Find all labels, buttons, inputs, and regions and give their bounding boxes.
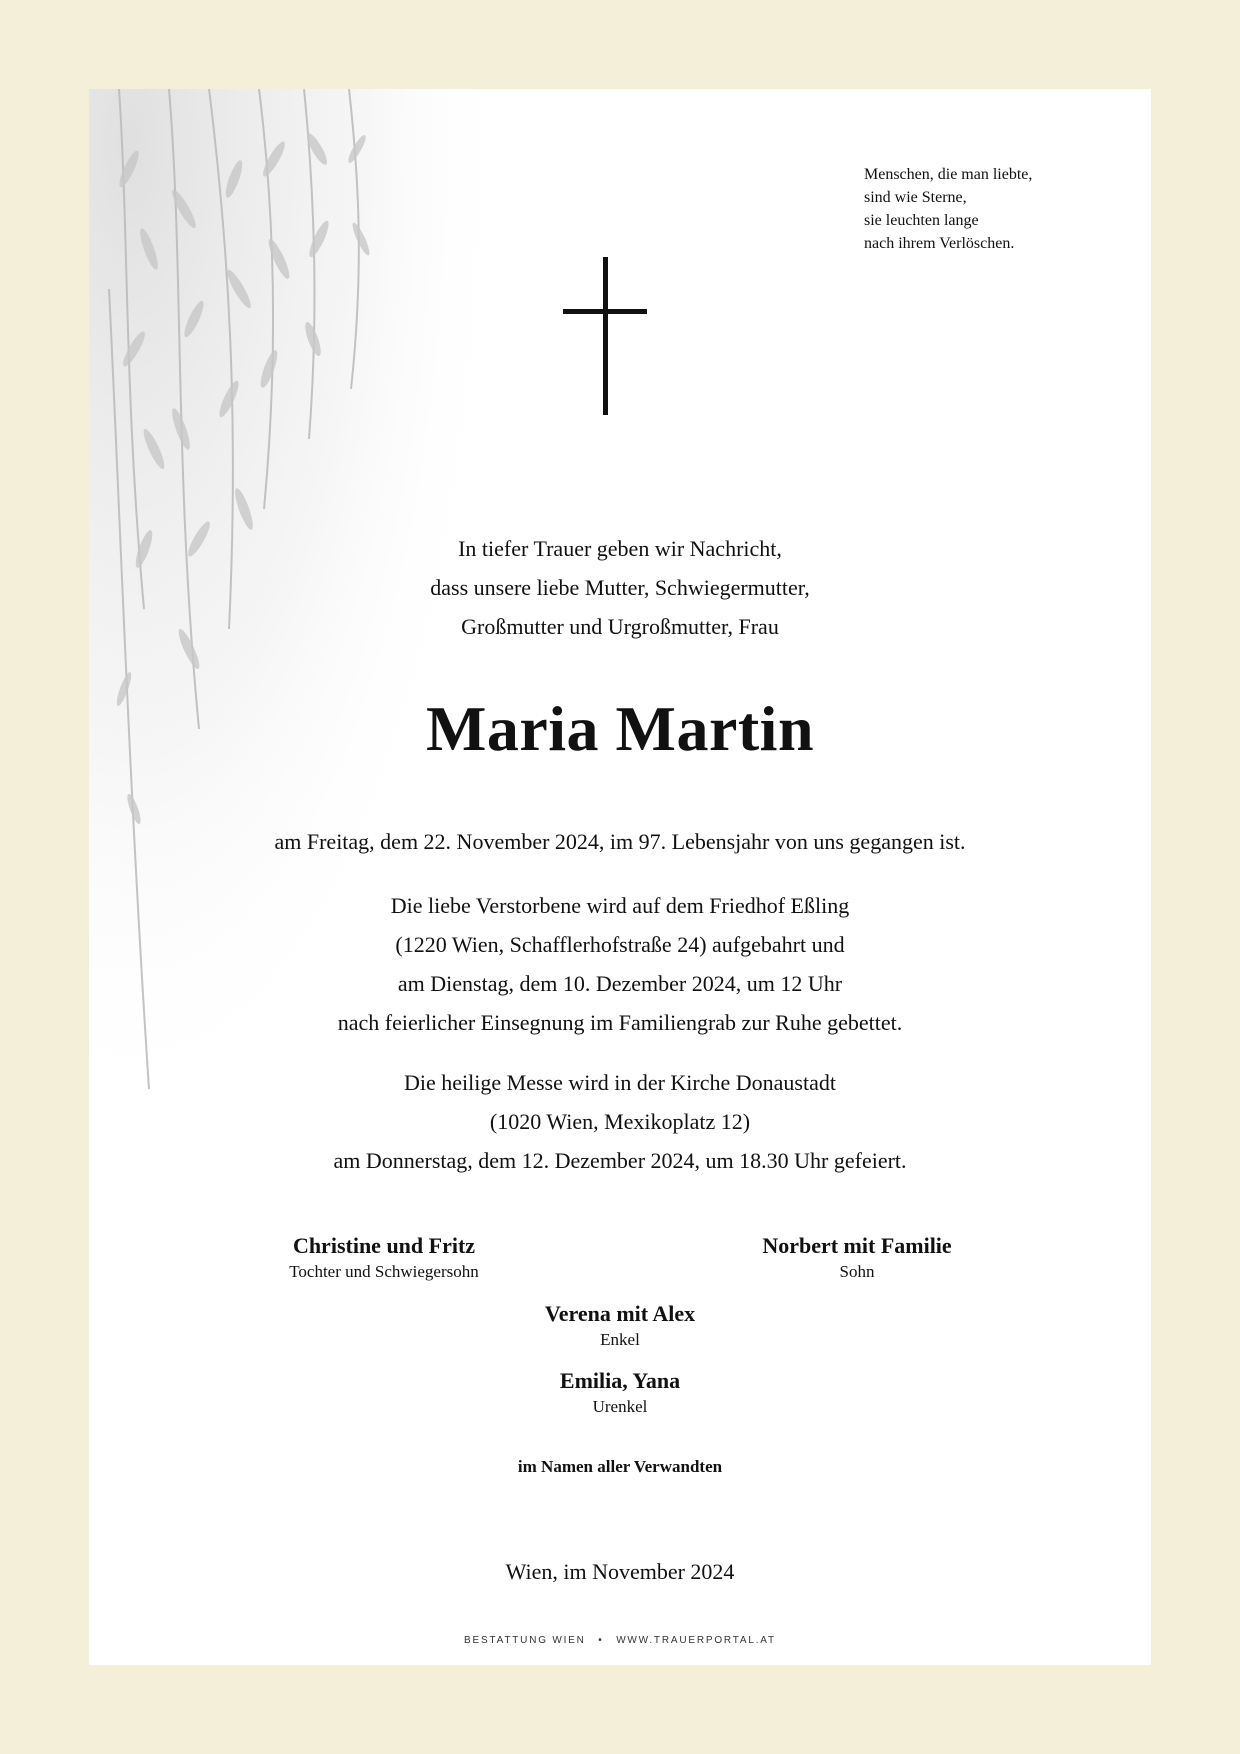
mass-line: Die heilige Messe wird in der Kirche Donaustadt xyxy=(404,1070,836,1095)
footer-website-link[interactable]: WWW.TRAUERPORTAL.AT xyxy=(616,1635,776,1646)
place-date: Wien, im November 2024 xyxy=(505,1559,735,1584)
mourner-relation: Sohn xyxy=(839,1262,875,1281)
mourner-entry xyxy=(204,1232,564,1284)
poem-line: nach ihrem Verlöschen. xyxy=(864,235,1015,252)
funeral-line: am Dienstag, dem 10. Dezember 2024, um 12 Uhr xyxy=(397,971,843,996)
intro-text xyxy=(89,529,1151,646)
funeral-line: Die liebe Verstorbene wird auf dem Friedhof Eßling xyxy=(390,893,850,918)
footer xyxy=(89,1635,1151,1646)
funeral-line: nach feierlicher Einsegnung im Familiengrab zur Ruhe gebettet. xyxy=(337,1010,903,1035)
mourner-entry xyxy=(677,1232,1037,1284)
obituary-card xyxy=(89,89,1151,1665)
intro-line: dass unsere liebe Mutter, Schwiegermutter, xyxy=(430,575,810,600)
poem xyxy=(864,163,1032,255)
intro-line: In tiefer Trauer geben wir Nachricht, xyxy=(458,536,782,561)
relatives-line: im Namen aller Verwandten xyxy=(517,1457,723,1476)
intro-line: Großmutter und Urgroßmutter, Frau xyxy=(461,614,779,639)
mourner-entry xyxy=(440,1367,800,1419)
passed-line: am Freitag, dem 22. November 2024, im 97. Lebensjahr von uns gegangen ist. xyxy=(274,829,966,854)
mourner-name: Norbert mit Familie xyxy=(762,1233,952,1258)
deceased-name: Maria Martin xyxy=(425,693,815,764)
funeral-details xyxy=(89,886,1151,1042)
mourner-relation: Enkel xyxy=(600,1330,640,1349)
footer-separator: • xyxy=(598,1635,604,1646)
mass-line: am Donnerstag, dem 12. Dezember 2024, um 18.30 Uhr gefeiert. xyxy=(333,1148,907,1173)
latin-cross-icon xyxy=(563,257,647,415)
mourner-relation: Urenkel xyxy=(592,1397,648,1416)
poem-line: sie leuchten lange xyxy=(864,212,979,229)
poem-line: Menschen, die man liebte, xyxy=(864,166,1033,183)
mourner-entry xyxy=(440,1300,800,1352)
mourner-name: Christine und Fritz xyxy=(292,1233,476,1258)
funeral-line: (1220 Wien, Schafflerhofstraße 24) aufgebahrt und xyxy=(395,932,845,957)
mass-line: (1020 Wien, Mexikoplatz 12) xyxy=(489,1109,751,1134)
footer-company: BESTATTUNG WIEN xyxy=(464,1635,586,1646)
mass-details xyxy=(89,1063,1151,1180)
poem-line: sind wie Sterne, xyxy=(864,189,967,206)
mourner-name: Verena mit Alex xyxy=(544,1301,696,1326)
mourner-relation: Tochter und Schwiegersohn xyxy=(289,1262,479,1281)
mourner-name: Emilia, Yana xyxy=(559,1368,681,1393)
